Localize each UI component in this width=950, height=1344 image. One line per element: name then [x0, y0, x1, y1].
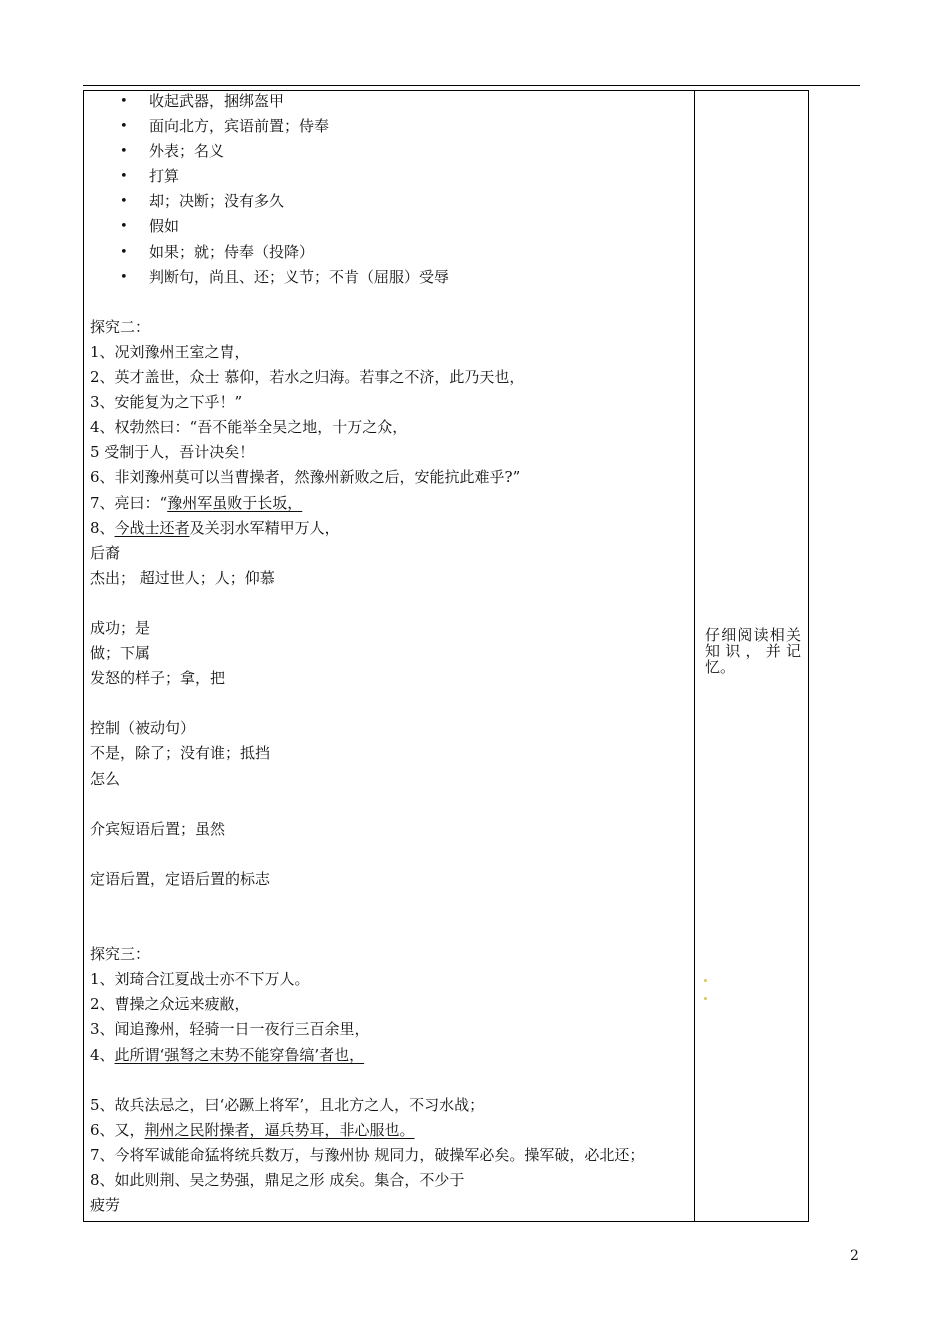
artifact-dot: [704, 997, 707, 1000]
section2-item: 8、今战士还者及关羽水军精甲万人，: [90, 518, 340, 537]
bullet-item: • 外表；名义: [90, 139, 688, 164]
study-instruction-note: 仔细阅读相关知识，并记忆。: [705, 626, 801, 676]
underlined-phrase: 豫州军虽败于长坂，: [167, 493, 303, 512]
note-line: 不是，除了；没有谁；抵挡: [90, 744, 271, 763]
bullet-item: • 判断句，尚且、还；义节；不肯（屈服）受辱: [90, 265, 688, 290]
section3-item: 2、曹操之众远来疲敝，: [90, 995, 250, 1014]
content-table: [83, 90, 809, 1222]
section3-item: 4、此所谓‘强弩之末势不能穿鲁缟’者也，: [90, 1045, 365, 1064]
section3-title: 探究三：: [90, 945, 151, 964]
section2-item: 5 受制于人，吾计决矣！: [90, 443, 255, 462]
bullet-item: • 如果；就；侍奉（投降）: [90, 240, 688, 265]
note-line: 控制（被动句）: [90, 719, 196, 738]
section3-item: 8、如此则荆、吴之势强，鼎足之形 成矣。集合，不少于: [90, 1171, 465, 1190]
section2-item: 6、非刘豫州莫可以当曹操者，然豫州新败之后，安能抗此难乎?”: [90, 468, 521, 487]
header-rule: [83, 85, 860, 86]
bullet-dot-icon: •: [120, 194, 128, 210]
bullet-item: • 假如: [90, 214, 688, 239]
bullet-dot-icon: •: [120, 144, 128, 160]
note-line: 定语后置，定语后置的标志: [90, 869, 271, 888]
note-line: 杰出； 超过世人；人；仰慕: [90, 568, 275, 587]
note-line: 后裔: [90, 543, 121, 562]
section2-item: 4、权勃然曰：“吾不能举全吴之地，十万之众，: [90, 418, 408, 437]
bullet-list: [90, 89, 688, 290]
section2-item: 3、安能复为之下乎！”: [90, 393, 243, 412]
bullet-dot-icon: •: [120, 219, 128, 235]
bullet-dot-icon: •: [120, 244, 128, 260]
section2-item: 1、况刘豫州王室之胄，: [90, 342, 250, 361]
left-column: [90, 89, 688, 1218]
section3-item: 1、刘琦合江夏战士亦不下万人。: [90, 970, 310, 989]
section3-item: 7、今将军诚能命猛将统兵数万，与豫州协 规同力，破操军必矣。操军破，必北还；: [90, 1145, 645, 1164]
section3-item: 6、又，荆州之民附操者，逼兵势耳，非心服也。: [90, 1120, 415, 1139]
note-line: 成功；是: [90, 618, 151, 637]
artifact-dot: [704, 979, 707, 982]
underlined-phrase: 今战士还者: [114, 518, 190, 537]
bullet-item: • 却；决断；没有多久: [90, 189, 688, 214]
section3-item: 疲劳: [90, 1196, 121, 1215]
bullet-item: • 面向北方，宾语前置；侍奉: [90, 114, 688, 139]
bullet-dot-icon: •: [120, 269, 128, 285]
note-line: 怎么: [90, 769, 121, 788]
bullet-item: • 收起武器，捆绑盔甲: [90, 89, 688, 114]
underlined-phrase: 荆州之民附操者，逼兵势耳，非心服也。: [144, 1120, 415, 1139]
note-line: 介宾短语后置；虽然: [90, 819, 226, 838]
bullet-dot-icon: •: [120, 169, 128, 185]
section2-item: 2、英才盖世，众士 慕仰，若水之归海。若事之不济，此乃天也，: [90, 368, 525, 387]
section2-title: 探究二：: [90, 317, 151, 336]
underlined-phrase: 此所谓‘强弩之末势不能穿鲁缟’者也，: [114, 1045, 365, 1064]
section3-item: 5、故兵法忌之，曰‘必蹶上将军’，且北方之人，不习水战；: [90, 1095, 485, 1114]
bullet-dot-icon: •: [120, 94, 128, 109]
bullet-dot-icon: •: [120, 119, 128, 135]
page-number: 2: [850, 1248, 859, 1264]
note-line: 做；下属: [90, 644, 151, 663]
section2-item: 7、亮曰：“豫州军虽败于长坂，: [90, 493, 303, 512]
bullet-item: • 打算: [90, 164, 688, 189]
column-divider: [694, 91, 695, 1221]
section3-item: 3、闻追豫州，轻骑一日一夜行三百余里，: [90, 1020, 370, 1039]
note-line: 发怒的样子；拿，把: [90, 669, 226, 688]
